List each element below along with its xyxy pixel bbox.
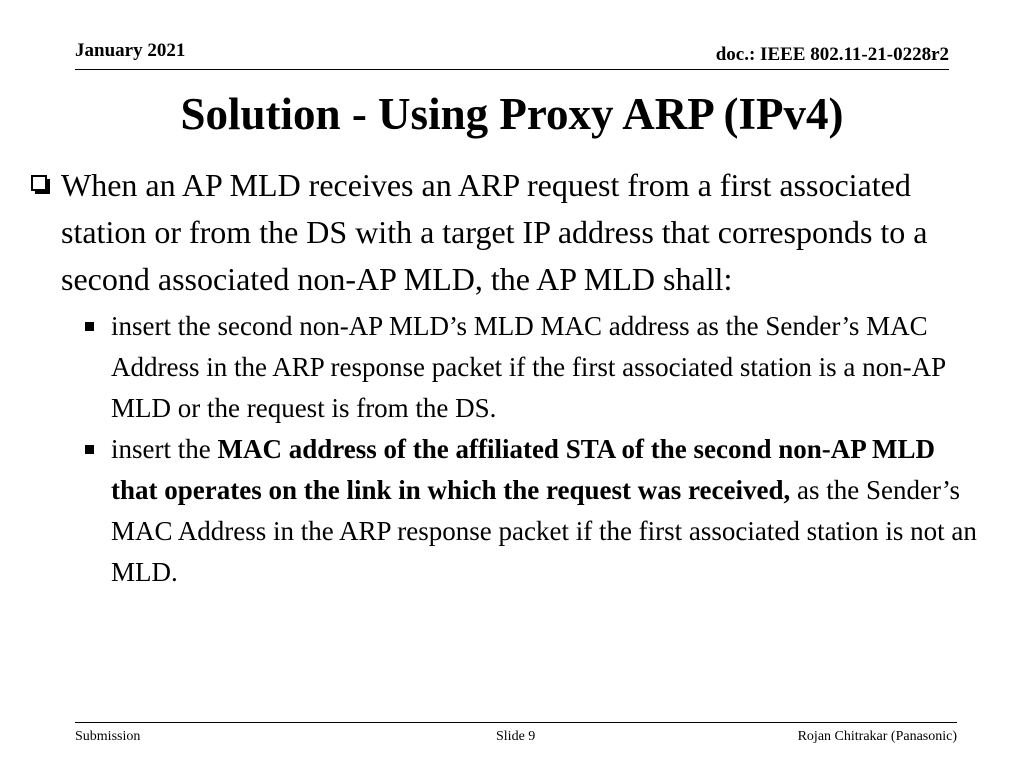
square-bullet-icon (85, 445, 94, 454)
sub-bullet-2-prefix: insert the (111, 434, 218, 464)
sub-bullet-1 (33, 306, 986, 429)
document-id: doc.: IEEE 802.11-21-0228r2 (715, 44, 949, 65)
slide-number: Slide 9 (496, 729, 536, 744)
sub-bullet-list (33, 306, 986, 593)
header-date: January 2021 (75, 40, 186, 61)
square-bullet-icon (85, 322, 94, 331)
sub-bullet-1-text: insert the second non-AP MLD’s MLD MAC address as the Sender’s MAC Address in the ARP response packet if the first associated station is a non-AP MLD or the request is from the DS. (111, 311, 946, 423)
main-bullet-text: When an AP MLD receives an ARP request from a first associated station or from the DS with a target IP address that corresponds to a second associated non-AP MLD, the AP MLD shall: (61, 167, 928, 297)
slide-body (33, 162, 986, 593)
footer-submission: Submission (75, 729, 141, 744)
slide-title: Solution - Using Proxy ARP (IPv4) (180, 89, 844, 139)
sub-bullet-2 (33, 429, 986, 593)
checkbox-bullet-icon (31, 175, 47, 191)
header-divider (75, 69, 949, 70)
footer-divider (75, 722, 957, 723)
footer-author: Rojan Chitrakar (Panasonic) (797, 729, 957, 744)
sub-bullet-2-bold: MAC address of the affiliated STA of the second non-AP MLD that operates on the link in which the request was received, (111, 434, 935, 505)
main-bullet (33, 162, 986, 303)
sub-bullet-2-suffix: as the Sender’s MAC Address in the ARP response packet if the first associated station is not an MLD. (111, 475, 977, 587)
